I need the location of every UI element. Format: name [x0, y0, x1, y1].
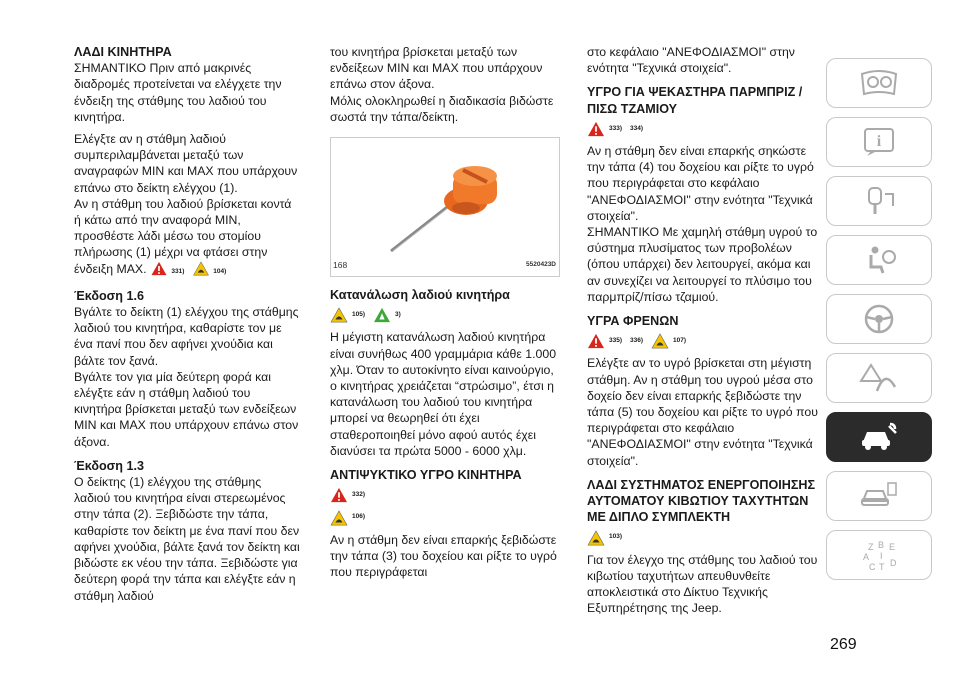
info-icon: [859, 125, 899, 159]
index-letter: A: [863, 552, 870, 562]
column-1: [74, 44, 300, 604]
ref-3: 3): [395, 311, 401, 319]
heading-engine-oil: ΛΑΔΙ ΚΙΝΗΤΗΡΑ: [74, 45, 172, 59]
warning-yellow-icon: [651, 333, 669, 349]
heading-version-13: Έκδοση 1.3: [74, 458, 144, 473]
index-letter: B: [878, 540, 885, 550]
paragraph-consumption: Η μέγιστη κατανάλωση λαδιού κινητήρα είναι συνήθως 400 γραμμάρια κάθε 1.000 χλμ. Όταν το αυτοκίνητο είναι καινούργιο, ο κινητήρας χρειάζεται “στρώσιμο”, έτσι η κατανάλωση του λαδιού του κινητήρα μπορεί να θεωρηθεί ότι έχει σταθεροποιηθεί μόνο αφού αυτός έχει διανύσει τα πρώτα 5000 - 6000 χλμ.: [330, 330, 557, 458]
figure-dipstick: [330, 137, 560, 277]
dashboard-icon: [859, 66, 899, 100]
svg-text:i: i: [876, 133, 882, 150]
ref-335: 335): [609, 337, 623, 345]
heading-coolant: ΑΝΤΙΨΥΚΤΙΚΟ ΥΓΡΟ ΚΙΝΗΤΗΡΑ: [330, 468, 522, 483]
specs-icon: [859, 479, 899, 513]
warning-refs-coolant-1: [330, 487, 560, 503]
steering-wheel-icon: [859, 302, 899, 336]
paragraph-washer: Αν η στάθμη δεν είναι επαρκής σηκώστε την τάπα (4) του δοχείου και ρίξτε το υγρό που περιγράφεται στο κεφάλαιο "ΑΝΕΦΟΔΙΑΣΜΟΙ" στην ενότητα "Τεχνικά στοιχεία".: [587, 144, 814, 223]
paragraph-coolant: Αν η στάθμη δεν είναι επαρκής ξεβιδώστε την τάπα (3) του δοχείου και ρίξτε το υγρό που περιγράφεται: [330, 532, 557, 580]
paragraph-important-note: ΣΗΜΑΝΤΙΚΟ Πριν από μακρινές διαδρομές προτείνεται να ελέγχετε την ένδειξη της στάθμης του λαδιού του κινητήρα.: [74, 61, 282, 124]
paragraph-dct: Για τον έλεγχο της στάθμης του λαδιού του κιβωτίου ταχυτήτων απευθυνθείτε αποκλειστικά στο Δίκτυο Τεχνικής Εξυπηρέτησης της Jeep.: [587, 552, 818, 616]
warning-yellow-icon: [587, 530, 605, 546]
heading-oil-consumption: Κατανάλωση λαδιού κινητήρα: [330, 288, 510, 303]
key-icon: [859, 184, 899, 218]
figure-number: 168: [333, 259, 348, 270]
paragraph-check-level: Ελέγξτε αν η στάθμη λαδιού συμπεριλαμβάνεται μεταξύ των αναγραφών MIN και MAX που υπάρχουν επάνω στο δείκτη ελέγχου (1).: [74, 132, 298, 195]
index-letter: Z: [868, 542, 874, 552]
index-letter: T: [879, 562, 885, 572]
index-letter: E: [889, 542, 896, 552]
heading-version-16: Έκδοση 1.6: [74, 288, 144, 303]
index-letter: I: [880, 551, 883, 561]
tab-dashboard[interactable]: [826, 58, 932, 108]
environment-green-icon: [373, 307, 391, 323]
warning-refs-washer: [587, 121, 819, 137]
paragraph-screw-cap: Μόλις ολοκληρωθεί η διαδικασία βιδώστε σωστά την τάπα/δείκτη.: [330, 93, 554, 124]
index-letter: D: [890, 558, 897, 568]
ref-333: 333): [609, 124, 623, 132]
warning-refs-coolant-2: [330, 509, 560, 525]
tab-info[interactable]: [826, 117, 932, 167]
column-3: [587, 44, 819, 617]
heading-dct-oil: ΛΑΔΙ ΣΥΣΤΗΜΑΤΟΣ ΕΝΕΡΓΟΠΟΙΗΣΗΣ ΑΥΤΟΜΑΤΟΥ ΚΙΒΩΤΙΟΥ ΤΑΧΥΤΗΤΩΝ ΜΕ ΔΙΠΛΟ ΣΥΜΠΛΕΚΤΗ: [587, 477, 816, 525]
paragraph-second-check: Βγάλτε τον για μία δεύτερη φορά και ελέγξτε εάν η στάθμη λαδιού του κινητήρα βρίσκεται μεταξύ των ενδείξεων MIN και MAX που υπάρχουν επάνω στον άξονα.: [74, 369, 299, 449]
ref-331: 331): [171, 267, 185, 275]
airbag-icon: [859, 243, 899, 277]
warning-red-icon: [587, 121, 605, 137]
dipstick-cap-illustration: [371, 156, 521, 256]
hazard-icon: [859, 361, 899, 395]
maintenance-car-icon: [859, 420, 899, 454]
paragraph-add-oil: Αν η στάθμη του λαδιού βρίσκεται κοντά ή κάτω από την αναφορά MIN, προσθέστε λάδι μέσω του στομίου πλήρωσης (1) μέχρι να φτάσει στην ένδειξη MAX. 331) 104): [74, 196, 292, 276]
tab-airbag[interactable]: [826, 235, 932, 285]
tab-key[interactable]: [826, 176, 932, 226]
warning-red-icon: [150, 261, 168, 276]
page-number: 269: [830, 636, 857, 653]
column-2: [330, 44, 560, 580]
warning-refs-consumption: [330, 307, 560, 323]
paragraph-continued-3: στο κεφάλαιο "ΑΝΕΦΟΔΙΑΣΜΟΙ" στην ενότητα "Τεχνικά στοιχεία".: [587, 45, 795, 76]
heading-brake-fluid: ΥΓΡΑ ΦΡΕΝΩΝ: [587, 314, 679, 329]
tab-steering[interactable]: [826, 294, 932, 344]
warning-yellow-icon: [330, 510, 348, 526]
warning-red-icon: [587, 333, 605, 349]
ref-106: 106): [352, 513, 366, 521]
paragraph-version-13-procedure: Ο δείκτης (1) ελέγχου της στάθμης λαδιού του κινητήρα είναι στερεωμένος στην τάπα (2). Ξεβιδώστε την τάπα, καθαρίστε τον δείκτη με ένα πανί που δεν αφήνει χνούδια, βάλτε ξανά τον δείκτη και βιδώστε εκ νέου την τάπα. Ξεβιδώστε για δεύτερη φορά την τάπα και ελέγξτε εάν η στάθμη λαδιού: [74, 475, 300, 603]
figure-code: 5520423D: [526, 260, 556, 268]
chapter-tabs: [826, 58, 932, 589]
index-letter: C: [869, 562, 876, 572]
paragraph-continued: του κινητήρα βρίσκεται μεταξύ των ενδείξεων MIN και MAX που υπάρχουν επάνω στον άξονα.: [330, 45, 543, 92]
paragraph-washer-important: ΣΗΜΑΝΤΙΚΟ Με χαμηλή στάθμη υγρού το σύστημα πλυσίματος των προβολέων (όπου υπάρχει) δεν λειτουργεί, ακόμα και αν συνεχίζει να λειτουργεί το πλύσιμο του παρμπρίζ/πίσω τζαμιού.: [587, 225, 818, 304]
ref-332: 332): [352, 491, 366, 499]
warning-refs-dct: [587, 529, 819, 545]
ref-103: 103): [609, 533, 623, 541]
ref-336: 336): [630, 337, 644, 345]
ref-105: 105): [352, 311, 366, 319]
paragraph-remove-dipstick: Βγάλτε το δείκτη (1) ελέγχου της στάθμης λαδιού του κινητήρα, καθαρίστε τον με ένα πανί που δεν αφήνει χνούδια και βάλτε τον ξανά.: [74, 305, 299, 368]
tab-emergency[interactable]: [826, 353, 932, 403]
warning-red-icon: [330, 487, 348, 503]
warning-yellow-icon: [192, 261, 210, 276]
ref-107: 107): [673, 337, 687, 345]
warning-yellow-icon: [330, 307, 348, 323]
tab-index[interactable]: [826, 530, 932, 580]
tab-maintenance[interactable]: [826, 412, 932, 462]
paragraph-brake: Ελέγξτε αν το υγρό βρίσκεται στη μέγιστη στάθμη. Αν η στάθμη του υγρού μέσα στο δοχείο δεν είναι επαρκής ξεβιδώστε την τάπα (5) του δοχείου και ρίξτε το υγρό που περιγράφεται στο κεφάλαιο "ΑΝΕΦΟΔΙΑΣΜΟΙ" στην ενότητα "Τεχνικά στοιχεία".: [587, 356, 818, 468]
tab-specs[interactable]: [826, 471, 932, 521]
ref-334: 334): [630, 124, 644, 132]
heading-washer-fluid: ΥΓΡΟ ΓΙΑ ΨΕΚΑΣΤΗΡΑ ΠΑΡΜΠΡΙΖ / ΠΙΣΩ ΤΖΑΜΙΟΥ: [587, 85, 803, 116]
ref-104: 104): [213, 267, 227, 275]
warning-refs-brake: [587, 333, 819, 349]
index-icon: [859, 538, 899, 572]
